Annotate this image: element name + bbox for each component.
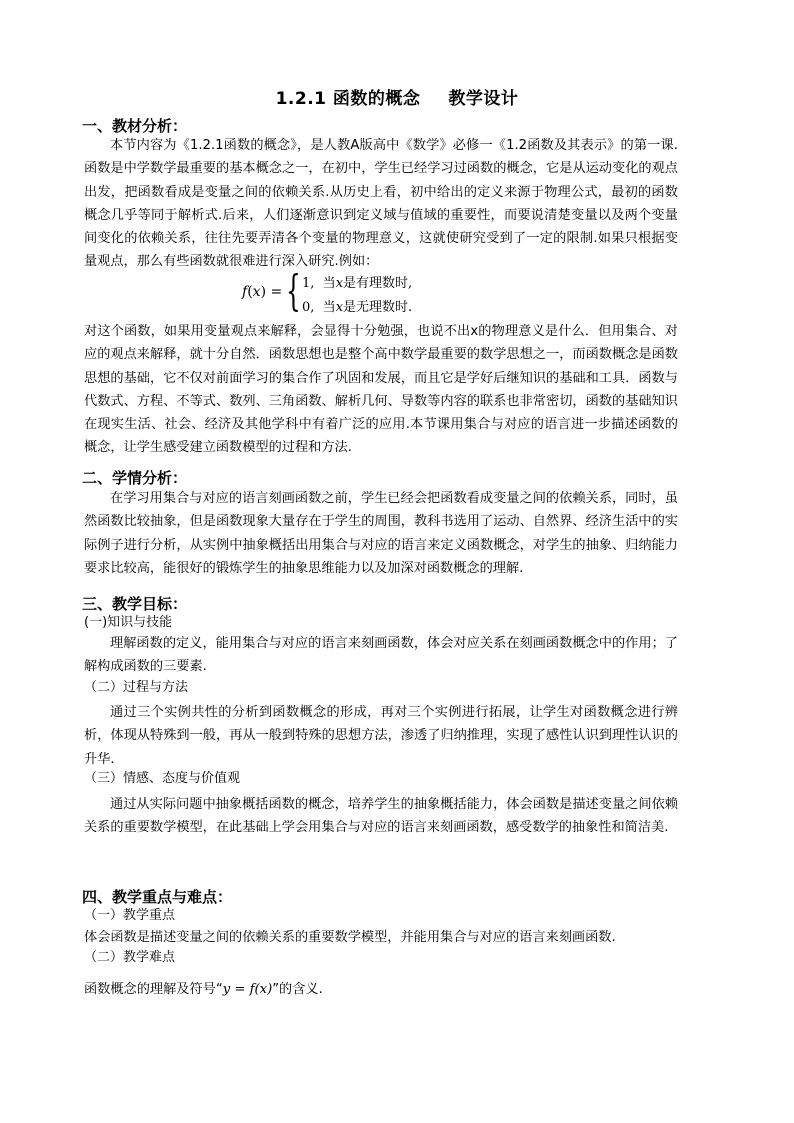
title-name: 函数的概念 <box>332 89 421 109</box>
section3-sub3-paragraph: 通过从实际问题中抽象概括函数的概念，培养学生的抽象概括能力，体会函数是描述变量之间依赖关系的重要数学模型，在此基础上学会用集合与对应的语言来刻画函数，感受数学的抽象性和简洁美. <box>84 797 678 836</box>
formula-case-1: 1, 当x是有理数时, <box>302 276 413 291</box>
section3-sub1-paragraph: 理解函数的定义，能用集合与对应的语言来刻画函数，体会对应关系在刻画函数概念中的作用；了解构成函数的三要素. <box>84 636 678 675</box>
left-brace: { <box>286 266 301 315</box>
section1-heading: 一、教材分析： <box>82 117 188 135</box>
section3-sub1: (一)知识与技能 <box>84 615 173 630</box>
section4-sub1-paragraph: 体会函数是描述变量之间的依赖关系的重要数学模型，并能用集合与对应的语言来刻画函数. <box>84 930 616 945</box>
section4-sub1: （一）教学重点 <box>84 908 176 923</box>
page-title <box>0 84 794 109</box>
section3-sub2-paragraph: 通过三个实例共性的分析到函数概念的形成，再对三个实例进行拓展，让学生对函数概念进行辨析，体现从特殊到一般，再从一般到特殊的思想方法，渗透了归纳推理，实现了感性认识到理性认识的升华. <box>84 705 678 767</box>
section3-sub2: （二）过程与方法 <box>84 680 189 695</box>
title-suffix: 教学设计 <box>448 89 519 109</box>
section3-sub3: （三）情感、态度与价值观 <box>84 771 241 786</box>
section3-heading: 三、教学目标： <box>82 595 188 613</box>
section2-heading: 二、学情分析： <box>82 469 188 487</box>
function-symbol: y = f(x) <box>222 982 273 997</box>
title-number: 1.2.1 <box>275 89 327 109</box>
formula-case-2: 0, 当x是无理数时. <box>302 300 413 315</box>
section2-paragraph: 在学习用集合与对应的语言刻画函数之前，学生已经会把函数看成变量之间的依赖关系，同时，虽然函数比较抽象，但是函数现象大量存在于学生的周围，教科书选用了运动、自然界、经济生活中的实际例子进行分析，从实例中抽象概括出用集合与对应的语言来定义函数概念，对学生的抽象、归纳能力要求比较高，能很好的锻炼学生的抽象思维能力以及加深对函数概念的理解. <box>84 491 678 576</box>
piecewise-formula <box>242 268 482 318</box>
section1-paragraph2: 对这个函数，如果用变量观点来解释，会显得十分勉强，也说不出x的物理意义是什么．但用集合、对应的观点来解释，就十分自然．函数思想也是整个高中数学最重要的数学思想之一，而函数概念是函数思想的基础，它不仅对前面学习的集合作了巩固和发展，而且它是学好后继知识的基础和工具．函数与代数式、方程、不等式、数列、三角函数、解析几何、导数等内容的联系也非常密切，函数的基础知识在现实生活、社会、经济及其他学科中有着广泛的应用.本节课用集合与对应的语言进一步描述函数的概念，让学生感受建立函数模型的过程和方法. <box>84 324 678 456</box>
section4-sub2: （二）教学难点 <box>84 950 176 965</box>
section4-sub2-paragraph: 函数概念的理解及符号“y = f(x)”的含义. <box>84 982 323 997</box>
section1-paragraph1: 本节内容为《1.2.1函数的概念》，是人教A版高中《数学》必修一《1.2函数及其表示》的第一课.函数是中学数学最重要的基本概念之一，在初中，学生已经学习过函数的概念，它是从运动变化的观点出发，把函数看成是变量之间的依赖关系.从历史上看，初中给出的定义来源于物理公式，最初的函数概念几乎等同于解析式.后来，人们逐渐意识到定义域与值域的重要性，而要说清楚变量以及两个变量间变化的依赖关系，往往先要弄清各个变量的物理意义，这就使研究受到了一定的限制.如果只根据变量观点，那么有些函数就很难进行深入研究.例如： <box>84 138 678 270</box>
section4-heading: 四、教学重点与难点： <box>82 888 233 906</box>
formula-lhs: f(x) = <box>242 284 283 300</box>
